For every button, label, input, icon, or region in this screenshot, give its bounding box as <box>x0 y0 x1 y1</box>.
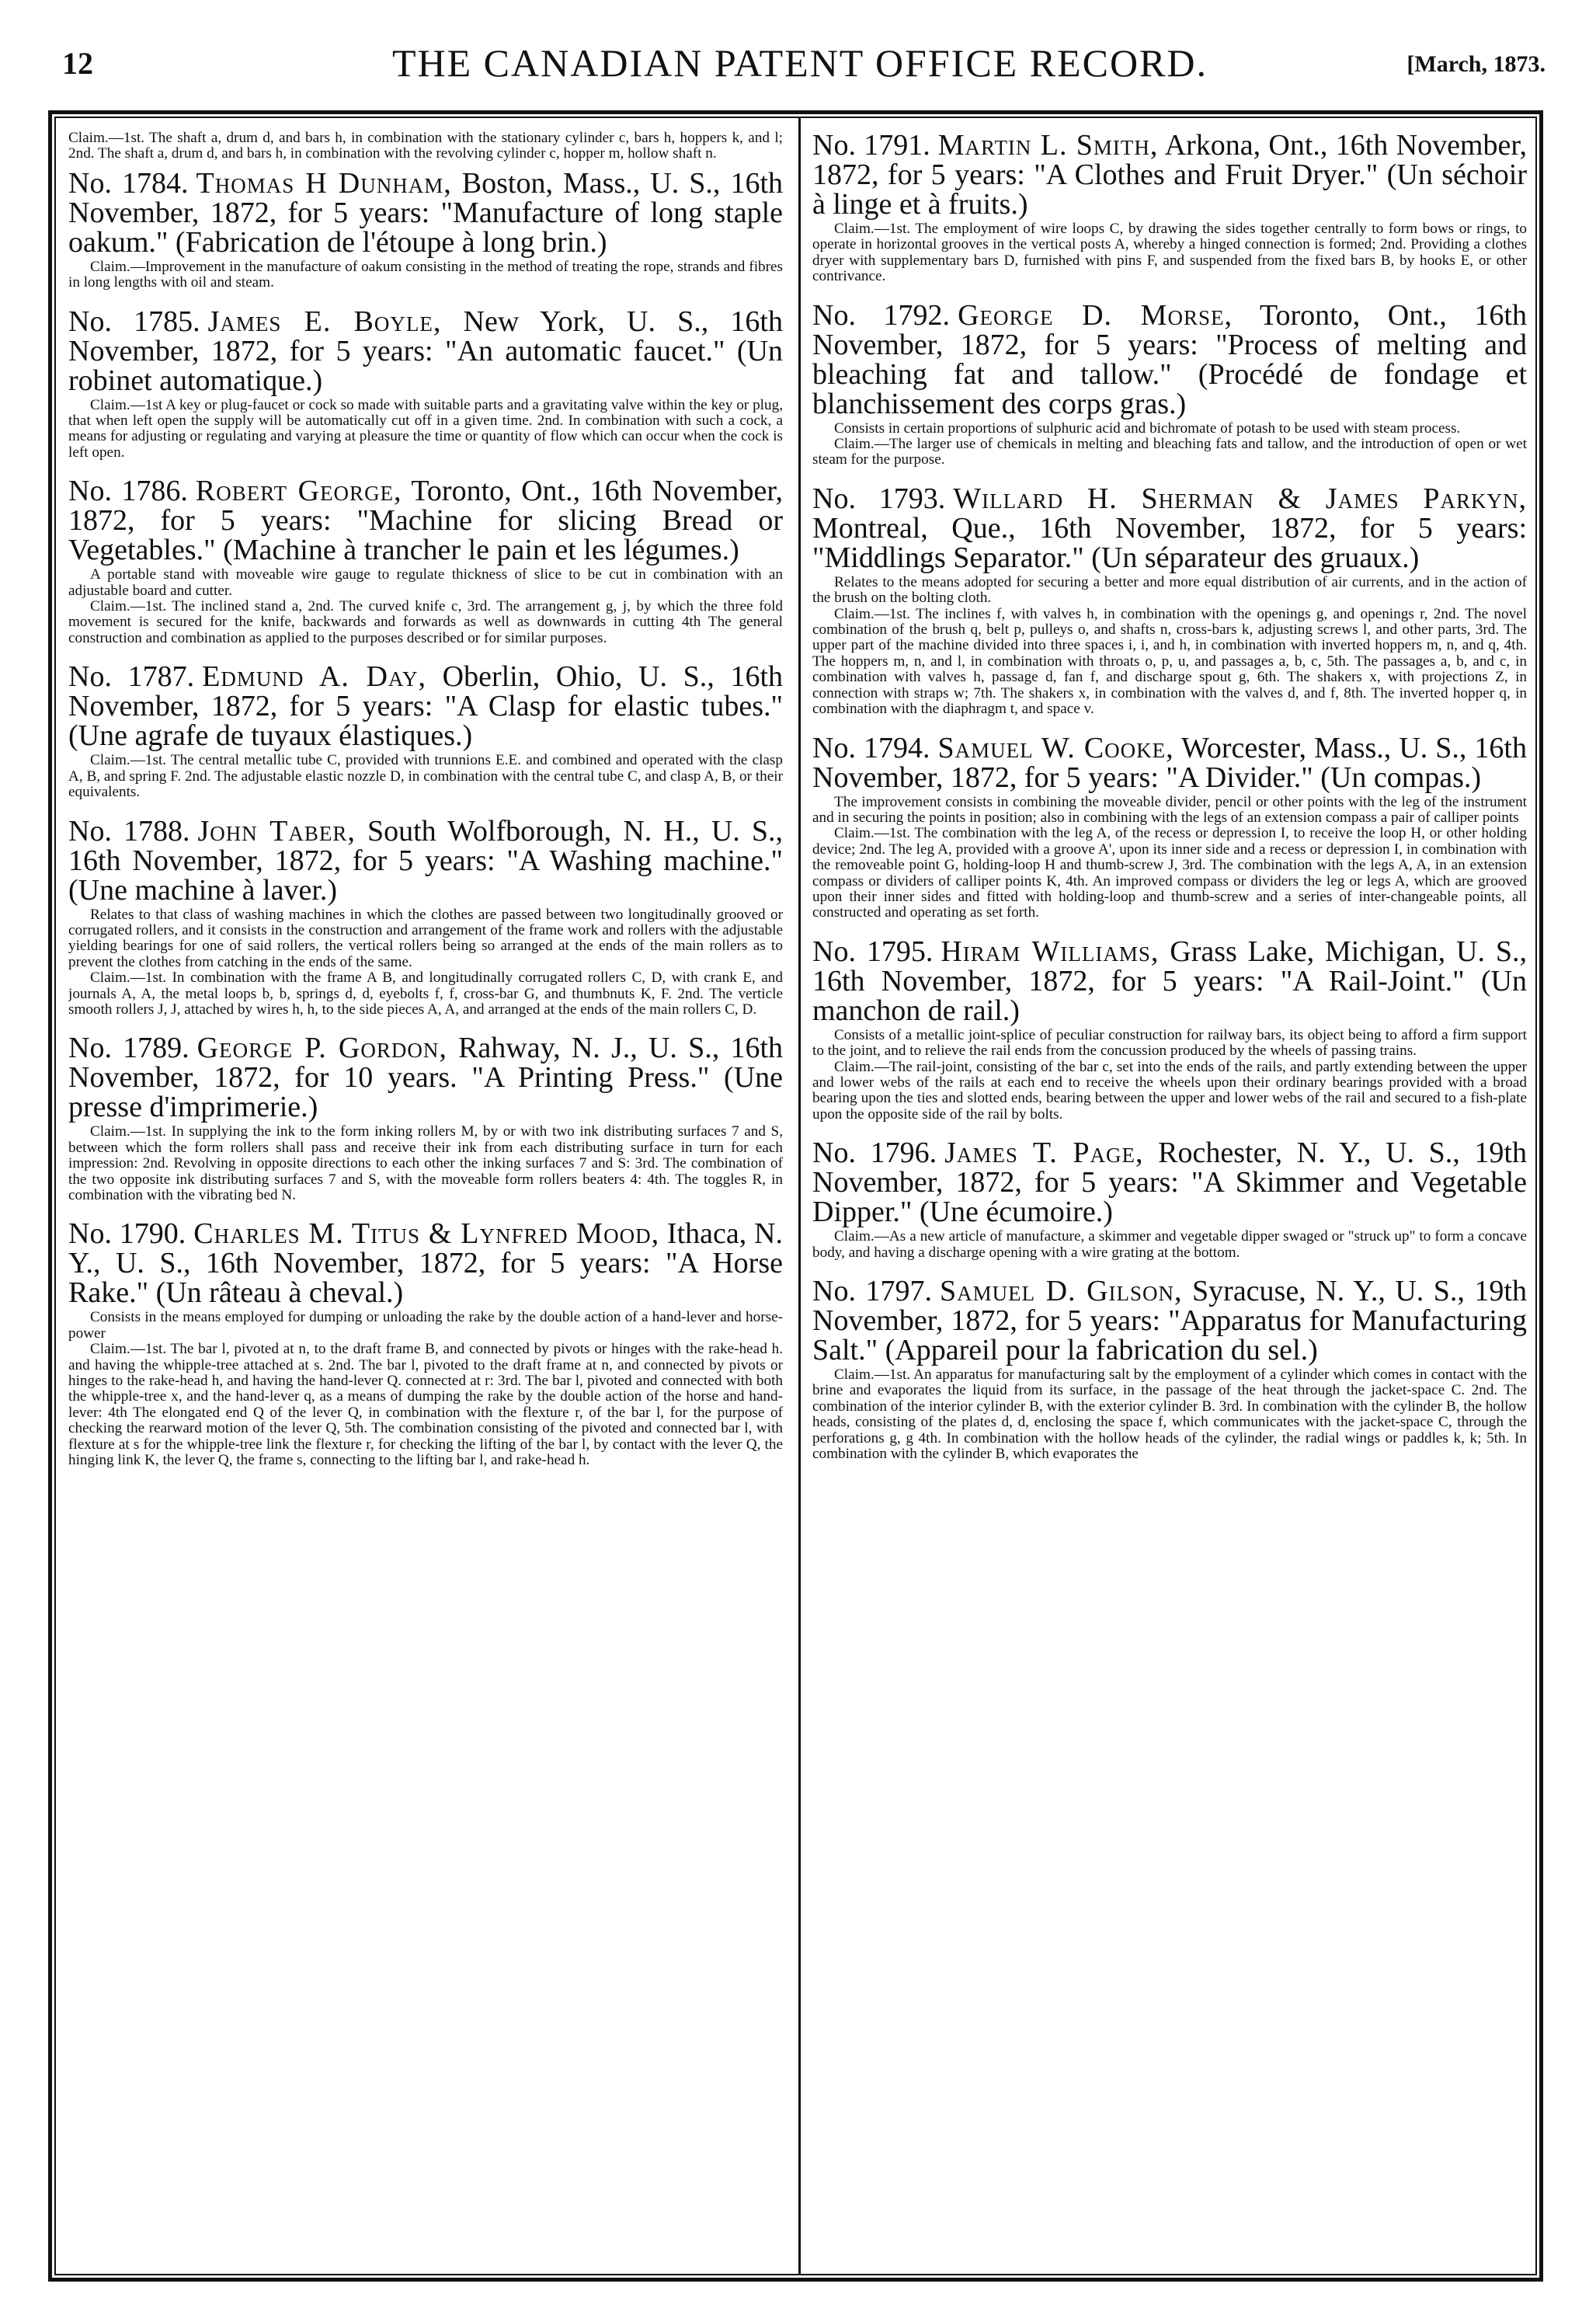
patent-entry <box>68 1219 783 1468</box>
patent-entry <box>68 1033 783 1203</box>
page-number: 12 <box>62 46 93 81</box>
entry-claim: Claim.—1st A key or plug-faucet or cock so made with suitable parts and a gravitating valve within the key or plug, that when left open the supply will be automatically cut off in a given time. 2nd. In combination with such a cock, a means for adjusting or regulating and varying at pleasure the time or quantity of flow which can occur when the cock is left open. <box>68 396 783 461</box>
entry-claim: Claim.—1st. The bar l, pivoted at n, to the draft frame B, and connected by pivots or hinges with the rake-head h. and having the whipple-tree attached at s. 2nd. The bar l, pivoted to the draft frame at n, and connected by pivots or hinges to the rake-head h, and having the hand-lever Q. connected at r: 3rd. The bar l, pivoted and connected with both the whipple-tree x, and the hand-lever q, as a means of dumping the rake by the double action of the horse and hand-lever: 4th The elongated end Q of the lever Q, in combination with the flexture r, of the bar l, for the purpose of checking the rearward motion of the lever Q, 5th. The combination consisting of the pivoted and connected bar l, with flexture at s for the whipple-tree link the flexture r, for checking the lifting of the bar l, by contact with the lever Q, the hinging link K, the lever Q, the frame s, connecting to the lifting bar l, and rake-head h. <box>68 1341 783 1469</box>
patent-number: No. 1791. <box>812 131 930 162</box>
patent-entry <box>812 1138 1527 1261</box>
patent-entry <box>812 484 1527 718</box>
entry-heading <box>68 816 783 905</box>
patent-entry <box>812 131 1527 285</box>
patent-entry <box>68 662 783 800</box>
inventor-name: Hiram Williams, <box>941 935 1160 968</box>
entry-description: Consists in certain proportions of sulphuric acid and bichromate of potash to be used with steam process. <box>834 419 1461 437</box>
entry-claim: Claim.—1st. In combination with the frame A B, and longitudinally corrugated rollers C, D, with crank E, and journals A, A, the metal loops b, b, springs d, d, eyebolts f, f, cross-bar G, and thumbnuts K, F. 2nd. The verticle smooth rollers J, J, attached by wires h, h, to the side pieces A, A, and arranged at the ends of the main rollers C, D. <box>68 969 783 1018</box>
entry-heading <box>812 131 1527 219</box>
inventor-name: John Taber, <box>197 814 356 848</box>
entry-claim: Claim.—1st. The inclines f, with valves h, in combination with the openings g, and openings r, 2nd. The novel combination of the brush q, belt p, pulleys o, and shafts n, cross-bars k, adjusting screws l, and other parts, 3rd. The upper part of the machine divided into three spaces i, i, and h, in combination with inverted hoppers m, n, and q, 4th. The hoppers m, n, and l, in combination with throats o, p, u, and passages a, b, c, 5th. The passages a, b, and c, in combination with valves h, passage d, fan f, and discharge spout g, 6th. The shakers x, with projections Z, in connection with straps w; 7th. The shakers x, in combination with the valves d, and f, 8th. The inverted hopper q, in combination with the diaphragm t, and space v. <box>812 605 1527 718</box>
patent-entry <box>68 816 783 1018</box>
entry-heading <box>812 484 1527 573</box>
patent-details: Rahway, N. J., U. S., 16th November, 1872, for 10 years. "A Printing Press." (Une presse d'imprimerie.) <box>68 1032 783 1124</box>
left-entries <box>68 166 783 1469</box>
entry-claim: Claim.—1st. The combination with the leg A, of the recess or depression I, to receive the loop H, or other holding device; 2nd. The leg A, provided with a groove A', upon its inner side and a recess or depression I, in combination with the removeable point G, holding-loop H and thumb-screw J, 3rd. The combination with the legs A, A, in an extension compass or dividers of calliper points K, 4th. An improved compass or dividers the leg or legs A, which are grooved upon their inner sides and fitted with holding-loop and thumb-screw and a series of inter-changeable points, all constructed and operating as set forth. <box>812 825 1527 921</box>
patent-number: No. 1793. <box>812 482 946 515</box>
entry-heading <box>68 307 783 395</box>
patent-details: Montreal, Que., 16th November, 1872, for 5 years: "Middlings Separator." (Un séparateur des gruaux.) <box>812 511 1527 574</box>
entry-description: The improvement consists in combining the moveable divider, pencil or other points with the leg of the instrument and in securing the points in position; also in combining with the legs of an extension compass a pair of calliper points <box>812 793 1527 826</box>
patent-details: Toronto, Ont., 16th November, 1872, for 5 years: "Machine for slicing Bread or Vegetables." (Machine à trancher le pain et les légumes.) <box>68 475 783 567</box>
patent-entry <box>68 166 783 291</box>
entry-heading <box>68 166 783 259</box>
patent-details: New York, U. S., 16th November, 1872, for 5 years: "An automatic faucet." (Un robinet automatique.) <box>68 305 783 397</box>
column-divider <box>798 118 801 2274</box>
patent-number: No. 1794. <box>812 731 930 764</box>
patent-details: Grass Lake, Michigan, U. S., 16th November, 1872, for 5 years: "A Rail-Joint." (Un manchon de rail.) <box>812 935 1527 1027</box>
inventor-name: Samuel D. Gilson, <box>939 1275 1183 1307</box>
entry-heading <box>68 1217 783 1310</box>
patent-number: No. 1789. <box>68 1032 190 1065</box>
entry-heading <box>68 476 783 565</box>
entry-claim: Claim.—As a new article of manufacture, a skimmer and vegetable dipper swaged or "struck up" to form a concave body, and having a discharge opening with a wire grating at the bottom. <box>812 1228 1527 1261</box>
patent-number: No. 1785. <box>68 305 200 338</box>
patent-entry <box>812 298 1527 468</box>
patent-details: Arkona, Ont., 16th November, 1872, for 5 years: "A Clothes and Fruit Dryer." (Un séchoir à linge et à fruits.) <box>812 131 1527 221</box>
entry-claim: Claim.—1st. An apparatus for manufacturing salt by the employment of a cylinder which comes in contact with the brine and evaporates the liquid from its surface, in the passage of the heat through the jacket-space C. 2nd. The combination of the interior cylinder B, with the exterior cylinder B. 3rd. In combination with the cylinder B, the hollow heads, consisting of the plates d, d, enclosing the space f, which communicates with the jacket-space C, through the perforations g, g 4th. In combination with the hollow heads of the cylinder, the radial wings or paddles k, k; 5th. In combination with the cylinder B, which evaporates the <box>812 1366 1527 1463</box>
entry-description: Relates to the means adopted for securing a better and more equal distribution of air currents, and in the action of the brush on the bolting cloth. <box>812 573 1527 607</box>
entry-heading <box>812 937 1527 1025</box>
entry-description: Consists of a metallic joint-splice of peculiar construction for railway bars, its object being to afford a firm support to the joint, and to relieve the rail ends from the concussion produced by the wheels of passing trains. <box>812 1026 1527 1060</box>
inventor-name: George P. Gordon, <box>196 1032 447 1065</box>
patent-number: No. 1788. <box>68 814 190 848</box>
patent-details: Worcester, Mass., U. S., 16th November, 1872, for 5 years: "A Divider." (Un compas.) <box>812 731 1527 794</box>
entry-heading <box>812 1138 1527 1227</box>
patent-number: No. 1787. <box>68 660 195 694</box>
inventor-name: James T. Page, <box>944 1137 1144 1170</box>
patent-entry <box>812 937 1527 1123</box>
issue-date: [March, 1873. <box>1406 51 1546 77</box>
entry-heading <box>812 733 1527 792</box>
entry-heading <box>812 1276 1527 1365</box>
entry-heading <box>812 298 1527 420</box>
entry-description: Relates to that class of washing machines in which the clothes are passed between two longitudinally grooved or corrugated rollers, and it consists in the construction and arrangement of the frame work and rollers with the adjustable yielding bearings for one of said rollers, the vertical rollers being so arranged at the ends of the main rollers as to prevent the clothes from catching in the ends of the same. <box>68 906 783 970</box>
patent-details: Boston, Mass., U. S., 16th November, 1872, for 5 years: "Manufacture of long staple oakum." (Fabrication de l'étoupe à long brin.) <box>68 166 783 259</box>
entry-description: A portable stand with moveable wire gauge to regulate thickness of slice to be cut in combination with an adjustable board and cutter. <box>68 566 783 599</box>
inventor-name: George D. Morse, <box>958 298 1233 332</box>
entry-claim: Claim.—1st. The inclined stand a, 2nd. The curved knife c, 3rd. The arrangement g, j, by which the three fold movement is secured for the knife, backwards and forwards as well as downwards in cutting 4th The general construction and combination as applied to the purposes described or for similar purposes. <box>68 598 783 646</box>
entry-claim: Claim.—1st. The employment of wire loops C, by drawing the sides together centrally to form bows or rings, to operate in horizontal grooves in the vertical posts A, whereby a hinged connection is formed; 2nd. Providing a clothes dryer with supplementary bars D, furnished with pins F, and suspended from the fixed bars B, by hooks E, or other contrivance. <box>812 221 1527 285</box>
patent-details: Ithaca, N. Y., U. S., 16th November, 1872, for 5 years: "A Horse Rake." (Un râteau à cheval.) <box>68 1217 783 1310</box>
patent-number: No. 1795. <box>812 935 934 968</box>
entry-claim: Claim.—The larger use of chemicals in melting and bleaching fats and tallow, and the introduction of open or wet steam for the purpose. <box>812 436 1527 468</box>
patent-details: Rochester, N. Y., U. S., 19th November, 1872, for 5 years: "A Skimmer and Vegetable Dipper." (Une écumoire.) <box>812 1137 1527 1229</box>
patent-number: No. 1796. <box>812 1137 937 1170</box>
right-entries <box>812 131 1527 1462</box>
entry-description: Consists in the means employed for dumping or unloading the rake by the double action of a hand-lever and horse-power <box>68 1309 783 1342</box>
inventor-name: Willard H. Sherman & James Parkyn, <box>953 482 1527 515</box>
inventor-name: James E. Boyle, <box>207 305 442 338</box>
entry-claim: Claim.—The rail-joint, consisting of the bar c, set into the ends of the rails, and partly extending between the upper and lower webs of the rails at each end to receive the wheels upon their ordinary bearings provided with a broad bearing upon the ties and slotted ends, bearing between the upper and lower webs of the rail and secured to a fish-plate upon the opposite side of the rail by bolts. <box>812 1058 1527 1123</box>
entry-claim: Claim.—1st. The central metallic tube C, provided with trunnions E.E. and combined and operated with the clasp A, B, and spring F. 2nd. The adjustable elastic nozzle D, in combination with the central tube C, and clasp A, B, or their equivalents. <box>68 752 783 801</box>
patent-number: No. 1792. <box>812 298 951 332</box>
patent-entry <box>812 1276 1527 1462</box>
patent-number: No. 1790. <box>68 1217 186 1251</box>
right-column <box>812 131 1527 2267</box>
entry-heading <box>68 660 783 753</box>
entry-claim: Claim.—1st. In supplying the ink to the form inking rollers M, by or with two ink distributing surfaces 7 and S, between which the form rollers shall pass and receive their ink from each distributing surface in turn for each impression: 2nd. Revolving in opposite directions to each other the inking surfaces 7 and S: 3rd. The combination of the two opposite ink distributing surfaces 7 and S, with the moveable form rollers beaters 4: 4th. The toggles R, in combination with the vibrating bed N. <box>68 1123 783 1203</box>
entry-heading <box>68 1033 783 1122</box>
patent-details: South Wolfborough, N. H., U. S., 16th November, 1872, for 5 years: "A Washing machine." (Une machine à laver.) <box>68 814 783 907</box>
patent-entry <box>68 307 783 461</box>
patent-entry <box>812 733 1527 921</box>
continued-claim: Claim.—1st. The shaft a, drum d, and bars h, in combination with the stationary cylinder c, bars h, hoppers k, and l; 2nd. The shaft a, drum d, and bars h, in combination with the revolving cylinder c, hopper m, hollow shaft n. <box>68 131 783 162</box>
inventor-name: Thomas H Dunham, <box>196 166 452 200</box>
inventor-name: Edmund A. Day, <box>202 660 426 694</box>
patent-details: Syracuse, N. Y., U. S., 19th November, 1872, for 5 years: "Apparatus for Manufacturing Salt." (Appareil pour la fabrication du sel.) <box>812 1275 1527 1366</box>
left-column <box>68 131 783 2267</box>
patent-number: No. 1784. <box>68 166 189 200</box>
publication-title: THE CANADIAN PATENT OFFICE RECORD. <box>391 41 1208 85</box>
inventor-name: Robert George, <box>195 475 402 508</box>
patent-number: No. 1797. <box>812 1275 932 1307</box>
entry-claim: Claim.—Improvement in the manufacture of oakum consisting in the method of treating the rope, strands and fibres in long lengths with oil and steam. <box>68 258 783 291</box>
patent-number: No. 1786. <box>68 475 188 508</box>
inventor-name: Martin L. Smith, <box>937 131 1159 162</box>
patent-entry <box>68 476 783 646</box>
page-header <box>47 40 1553 87</box>
inventor-name: Charles M. Titus & Lynfred Mood, <box>193 1217 660 1251</box>
patent-details: Oberlin, Ohio, U. S., 16th November, 1872, for 5 years: "A Clasp for elastic tubes." (Une agrafe de tuyaux élastiques.) <box>68 660 783 753</box>
inventor-name: Samuel W. Cooke, <box>937 731 1174 764</box>
patent-details: Toronto, Ont., 16th November, 1872, for 5 years: "Process of melting and bleaching fat and tallow." (Procédé de fondage et blanchissement des corps gras.) <box>812 298 1527 420</box>
